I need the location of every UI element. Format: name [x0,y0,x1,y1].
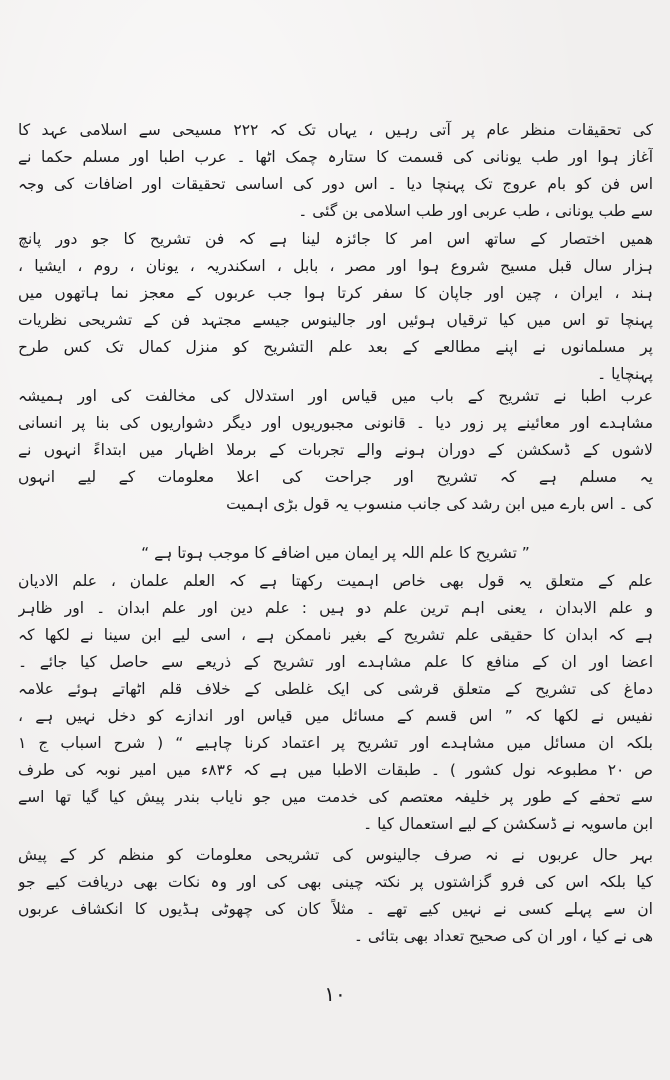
text-line: مشاہدے اور معائینے پر زور دیا ۔ قانونی مجبوریوں اور دیگر دشواریوں کی بنا پر انسانی [18,414,653,432]
paragraph-4 [18,540,653,567]
text-line: نفیس نے لکھا کہ ” اس قسم کے مسائل میں قیاس اور اندازے کو دخل نہیں ہے ، [18,707,653,725]
text-line: بلکہ ان مسائل میں مشاہدے اور تشریح پر اعتماد کرنا چاہیے “ ( شرح اسباب ج ۱ [18,734,653,752]
text-line: لاشوں کے ڈسکشن کے دوران ہونے والے تجربات کے برملا اظہار میں ابتداءً انہوں نے [18,441,653,459]
text-line: سے تحفے کے طور پر خلیفہ معتصم کی خدمت میں جو نایاب بندر پیش کیا گیا تھا اسے [18,788,653,806]
text-line: ابن ماسویہ نے ڈسکشن کے لیے استعمال کیا ۔ [363,815,653,833]
paragraph-6 [18,842,653,950]
text-line: ص ۲۰ مطبوعہ نول کشور ) ۔ طبقات الاطبا میں ہے کہ ۸۳۶ء میں امیر نوبہ کی طرف [18,761,653,779]
page-number: ۱۰ [324,982,346,1006]
text-line: پہنچا تو اس میں کیا ترقیاں ہوئیں اور جالینوس جیسے مجتہد فن کے تشریحی نظریات [18,311,653,329]
text-line: پہنچایا ۔ [597,365,653,383]
text-line: و علم الابدان ، یعنی اہم ترین علم دو ہیں : علم دین اور علم ابدان ۔ اور ظاہر [18,599,653,617]
paragraph-2 [18,226,653,388]
text-line: علم کے متعلق یہ قول بھی خاص اہمیت رکھتا ہے کہ العلم علمان ، علم الادیان [18,572,653,590]
text-line: کیا بلکہ اس کی فرو گزاشتوں پر نکتہ چینی بھی کی اور وہ نکات بھی دریافت کیے جو [18,873,653,891]
paragraph-5 [18,568,653,838]
text-line: سے طب یونانی ، طب عربی اور طب اسلامی بن گئی ۔ [298,202,653,220]
text-line: بہر حال عربوں نے نہ صرف جالینوس کی تشریحی معلومات کو منظم کر کے پیش [18,846,653,864]
text-line: پر مسلمانوں نے اپنے مطالعے کے بعد علم التشریح کو منزل کمال تک کس طرح [18,338,653,356]
text-line: ھمیں اختصار کے ساتھ اس امر کا جائزہ لینا ہے کہ فن تشریح کا جو دور پانچ [18,230,653,248]
quotation: ” تشریح کا علم اللہ پر ایمان میں اضافے کا موجب ہوتا ہے “ [141,544,530,562]
text-line: عرب اطبا نے تشریح کے باب میں قیاس اور استدلال کی مخالفت کی اور ہمیشہ [18,387,653,405]
text-line: آغاز ہوا اور طب یونانی کی قسمت کا ستارہ چمک اٹھا ۔ عرب اطبا اور مسلم حکما نے [18,148,653,166]
text-line: یہ مسلم ہے کہ تشریح اور جراحت کی اعلا معلومات کے لیے انہوں [18,468,653,486]
text-line: کی ۔ اس بارے میں ابن رشد کی جانب منسوب یہ قول بڑی اہمیت [226,495,653,513]
text-line: ہزار سال قبل مسیح شروع ہوا اور مصر ، بابل ، اسکندریہ ، یونان ، روم ، ایشیا ، [18,257,653,275]
text-line: دماغ کی تشریح کے متعلق قرشی کی ایک غلطی کے خلاف قلم اٹھاتے ہوئے علامہ [18,680,653,698]
text-line: ان سے پہلے کسی نے نہیں کیے تھے ۔ مثلاً کان کی چھوٹی ہڈیوں کا انکشاف عربوں [18,900,653,918]
text-line: اس فن کو بام عروج تک پہنچا دیا ۔ اس دور کی اساسی تحقیقات اور اضافات کی وجہ [18,175,653,193]
text-line: اعضا اور ان کے منافع کا علم مشاہدے اور تشریح کے ذریعے سے حاصل کیا جائے ۔ [18,653,653,671]
text-line: ھی نے کیا ، اور ان کی صحیح تعداد بھی بتائی ۔ [353,927,653,945]
text-line: کی تحقیقات منظر عام پر آتی رہیں ، یہاں تک کہ ۲۲۲ مسیحی سے اسلامی عہد کا [18,121,653,139]
text-line: ہند ، ایران ، چین اور جاپان کا سفر کرتا ہوا جب عربوں کے معجز نما ہاتھوں میں [18,284,653,302]
paragraph-1 [18,117,653,225]
paragraph-3 [18,383,653,518]
text-line: ہے کہ ابدان کا حقیقی علم تشریح کے بغیر ناممکن ہے ، اسی لیے ابن سینا نے لکھا کہ [18,626,653,644]
